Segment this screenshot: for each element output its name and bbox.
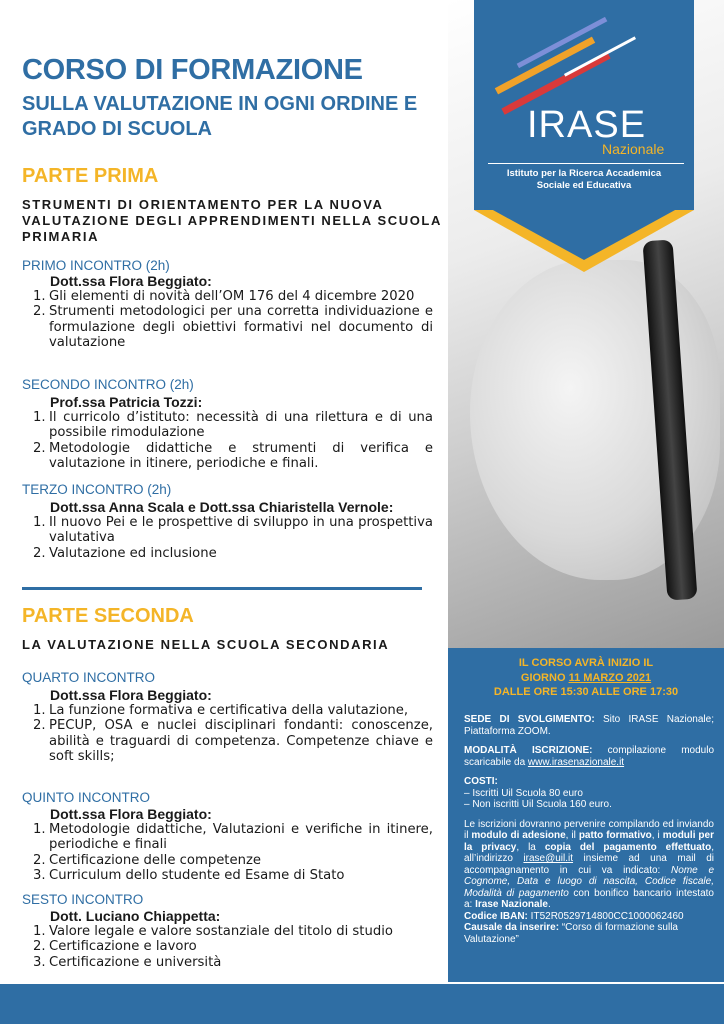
course-start-notice [448, 656, 724, 700]
modalita-text: compilazione modulo scaricabile da [464, 745, 714, 768]
footer-bar [0, 984, 724, 1024]
irase-logo-sub: Nazionale [602, 141, 665, 157]
incontro-label: TERZO INCONTRO (2h) [22, 482, 172, 497]
website-link[interactable]: www.irasenazionale.it [527, 756, 625, 768]
list-item: 2. Strumenti metodologici per una corretta individuazione e formulazione degli obiettivi formativi nel documento di valutazione [33, 304, 433, 351]
list-item: 2. Valutazione ed inclusione [33, 545, 217, 561]
list-item: 1. Valore legale e valore sostanziale del titolo di studio [33, 924, 393, 939]
iscr-text: , all’indirizzo [464, 841, 714, 864]
costo-non-iscritti: – Non iscritti Uil Scuola 160 euro. [464, 799, 612, 810]
costi-paragraph [464, 776, 714, 811]
iscr-dati: Nome e Cognome, Data e luogo di nascita, Codice fiscale, Modalità di pagamento [464, 864, 715, 899]
causale-label: Causale da inserire: [464, 922, 560, 933]
iscr-text: , la [516, 841, 545, 853]
email-link[interactable]: irase@uil.it [523, 853, 574, 864]
section-divider [22, 587, 422, 590]
istituto-line-2: Sociale ed Educativa [536, 180, 632, 191]
costi-label: COSTI: [464, 776, 498, 787]
list-item: 2. PECUP, OSA e nuclei disciplinari fondanti: conoscenze, abilità e traguardi di competenza. Competenze chiave e soft skills; [33, 718, 433, 765]
irase-logo-text: IRASE [527, 104, 647, 146]
corso-line-1: IL CORSO AVRÀ INIZIO IL [518, 657, 654, 669]
iban-label: Codice IBAN: [464, 910, 528, 922]
modalita-label: MODALITÀ ISCRIZIONE: [464, 745, 593, 756]
list-item: 2. Certificazione e lavoro [33, 939, 197, 955]
incontro-topics [33, 924, 433, 970]
iscr-text: con bonifico bancario intestato a: [464, 887, 714, 910]
parte-prima-heading: PARTE PRIMA [22, 165, 159, 187]
incontro-topics [33, 289, 433, 351]
corso-line-3: DALLE ORE 15:30 ALLE ORE 17:30 [493, 686, 679, 698]
incontro-topics [33, 410, 433, 472]
iscr-intestatario: Irase Nazionale [475, 899, 548, 910]
docente-name: Dott. Luciano Chiappetta: [50, 908, 221, 924]
parte-seconda-heading: PARTE SECONDA [22, 605, 194, 627]
causale-value: “Corso di formazione sulla Valutazione” [464, 922, 678, 945]
iban-value: IT52R0529714800CC1000062460 [527, 910, 684, 922]
iscr-pagamento: copia del pagamento effettuato [544, 841, 712, 853]
incontro-label: SESTO INCONTRO [22, 892, 144, 907]
list-item: 1. Il curricolo d’istituto: necessità di una rilettura e di una possibile rimodulazione [33, 410, 433, 441]
istituto-caption [474, 168, 694, 192]
docente-name: Dott.ssa Flora Beggiato: [50, 273, 212, 289]
corso-line-2 [448, 671, 724, 686]
list-item: 3. Curriculum dello studente ed Esame di Stato [33, 868, 345, 884]
causale-paragraph [464, 922, 714, 945]
istituto-line-1: Istituto per la Ricerca Accademica [506, 168, 662, 179]
list-item: 1. Gli elementi di novità dell’OM 176 del 4 dicembre 2020 [33, 289, 415, 304]
logo-blue-chevron [482, 204, 686, 260]
docente-name: Dott.ssa Flora Beggiato: [50, 806, 212, 822]
docente-name: Dott.ssa Anna Scala e Dott.ssa Chiaristella Vernole: [50, 499, 394, 515]
sede-label: SEDE DI SVOLGIMENTO: [464, 714, 595, 725]
iscr-privacy: moduli per la privacy [464, 830, 714, 853]
list-item: 2. Metodologie didattiche e strumenti di verifica e valutazione in itinere, periodiche e finali. [33, 440, 433, 472]
iban-paragraph [464, 911, 714, 923]
iscr-text: . [547, 899, 551, 910]
list-item: 1. Il nuovo Pei e le prospettive di sviluppo in una prospettiva valutativa [33, 515, 433, 546]
incontro-topics [33, 515, 433, 561]
iscr-text: , i [651, 830, 663, 841]
parte-seconda-subheading: LA VALUTAZIONE NELLA SCUOLA SECONDARIA [22, 637, 390, 652]
docente-name: Dott.ssa Flora Beggiato: [50, 687, 212, 703]
incontro-label: SECONDO INCONTRO (2h) [22, 377, 194, 392]
info-text [464, 714, 714, 953]
docente-name: Prof.ssa Patricia Tozzi: [50, 394, 203, 410]
incontro-label: QUARTO INCONTRO [22, 670, 156, 685]
iscr-patto: patto formativo [578, 830, 652, 841]
sede-paragraph [464, 714, 714, 737]
corso-date: 11 MARZO 2021 [568, 671, 652, 684]
list-item: 2. Certificazione delle competenze [33, 852, 261, 868]
iscr-modulo: modulo di adesione [471, 830, 566, 841]
modalita-paragraph [464, 745, 714, 768]
corso-giorno: GIORNO [520, 671, 569, 684]
iscr-text: insieme ad una mail di accompagnamento in cui va indicato: [464, 853, 714, 876]
iscr-text: Le iscrizioni dovranno pervenire compilando ed inviando il [464, 818, 714, 841]
incontro-label: PRIMO INCONTRO (2h) [22, 258, 170, 273]
costo-iscritti: – Iscritti Uil Scuola 80 euro [464, 787, 583, 799]
incontro-topics [33, 822, 433, 884]
sede-text: Sito IRASE Nazionale; Piattaforma ZOOM. [464, 714, 714, 737]
incontro-topics [33, 703, 433, 765]
parte-prima-subheading: STRUMENTI DI ORIENTAMENTO PER LA NUOVA VALUTAZIONE DEGLI APPRENDIMENTI NELLA SCUOLA PRIMARIA [22, 197, 442, 244]
incontro-label: QUINTO INCONTRO [22, 790, 150, 805]
iscr-text: , il [565, 830, 579, 841]
page-title: CORSO DI FORMAZIONE [22, 54, 363, 86]
list-item: 1. Metodologie didattiche, Valutazioni e verifiche in itinere, periodiche e finali [33, 822, 433, 853]
logo-divider [488, 163, 684, 164]
list-item: 3. Certificazione e università [33, 954, 222, 970]
page-subtitle: SULLA VALUTAZIONE IN OGNI ORDINE E GRADO DI SCUOLA [22, 93, 418, 140]
iscrizioni-paragraph [464, 819, 714, 911]
list-item: 1. La funzione formativa e certificativa della valutazione, [33, 703, 409, 718]
